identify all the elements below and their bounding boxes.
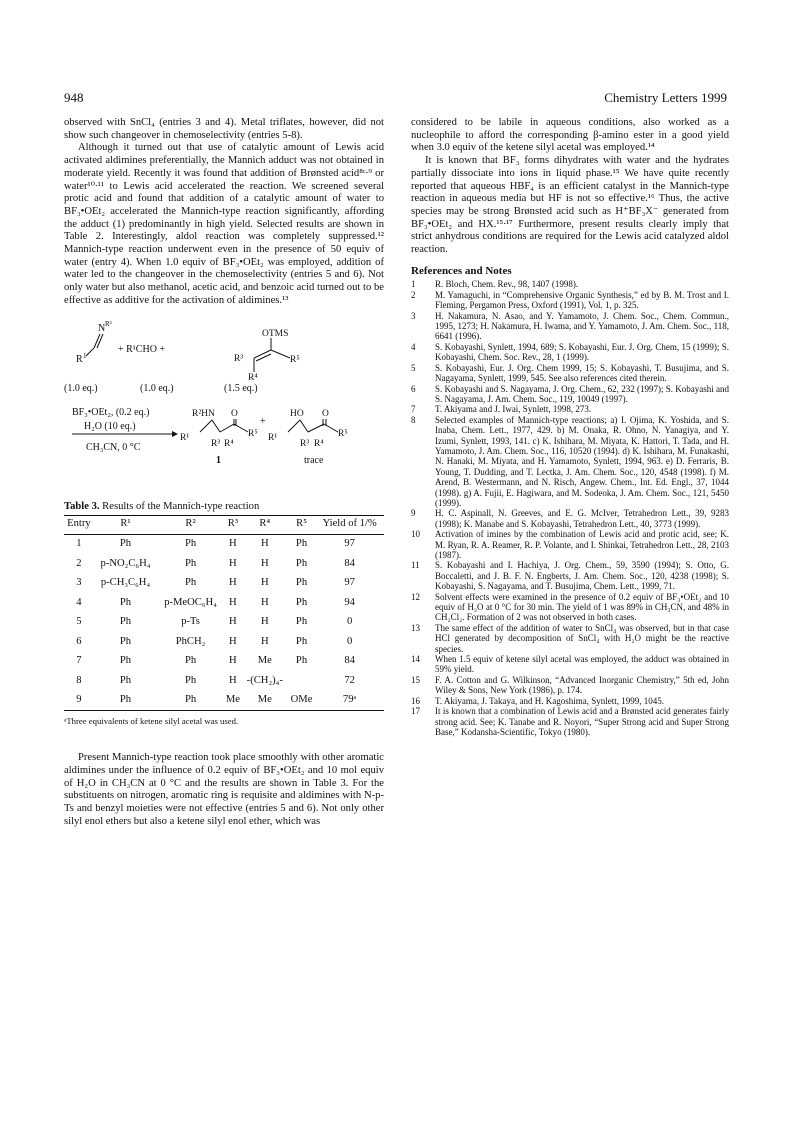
svg-text:R³: R³: [211, 438, 221, 449]
reference-number: 3: [411, 310, 416, 321]
reference-text: T. Akiyama, J. Takaya, and H. Kagoshima, Synlett, 1999, 1045.: [435, 695, 665, 706]
table-row: [64, 613, 384, 633]
svg-text:R¹: R¹: [180, 432, 190, 443]
condition-solvent: CH₃CN, 0 °C: [86, 441, 141, 453]
table-cell: 72: [344, 674, 355, 686]
table-cell: Me: [224, 691, 242, 711]
reference-item: [411, 363, 729, 384]
svg-text:OTMS: OTMS: [262, 328, 289, 339]
table-cell: Ph: [184, 674, 197, 686]
right-column: [411, 117, 729, 737]
svg-text:R⁵: R⁵: [248, 428, 258, 439]
reference-item: [411, 654, 729, 675]
table-row: [64, 574, 384, 594]
condition-catalyst: BF₃•OEt₂, (0.2 eq.): [72, 406, 150, 418]
table-cell: H: [229, 557, 237, 569]
table-cell: Ph: [184, 655, 197, 667]
table-cell: p-Ts: [181, 616, 200, 628]
results-table: [64, 515, 384, 711]
table-cell: Me: [257, 655, 272, 667]
paragraph: considered to be labile in aqueous conditions, also worked as a nucleophile to afford the corresponding β-amino ester in a good yield when 3.0 equiv of the ketene silyl acetal was employed.¹⁴: [411, 117, 729, 154]
table-cell: Me: [242, 691, 288, 711]
reference-text: It is known that a combination of Lewis acid and a Brønsted acid generates fairly strong acid. See; K. Tanabe and R. Noyori, “Super Strong acid and Super Strong Base,” Kodansha-Scientific, Tokyo (1980).: [435, 706, 729, 737]
svg-text:trace: trace: [304, 454, 324, 466]
reference-number: 8: [411, 414, 416, 425]
svg-text:R¹: R¹: [268, 432, 278, 443]
reference-text: The same effect of the addition of water to SnCl₄ was observed, but in that case HCl generated by decomposition of SnCl₄ with H₂O might be the reactive species.: [435, 622, 729, 654]
equiv-imine: (1.0 eq.): [64, 382, 98, 394]
arrow-head: [172, 431, 178, 437]
svg-text:R⁴: R⁴: [314, 438, 324, 449]
table-cell: Ph: [119, 674, 132, 686]
reference-text: S. Kobayashi and S. Nagayama, J. Org. Chem., 62, 232 (1997); S. Kobayashi and S. Nagayama, J. Am. Chem. Soc., 119, 10049 (1997).: [435, 383, 729, 404]
reference-item: [411, 290, 729, 311]
reference-item: [411, 404, 729, 414]
left-column: [64, 117, 384, 828]
table-cell: Ph: [94, 691, 157, 711]
table-cell: H: [229, 674, 237, 686]
reference-number: 5: [411, 362, 416, 373]
svg-text:HO: HO: [290, 408, 304, 419]
table-row: [64, 671, 384, 691]
reference-number: 6: [411, 383, 416, 394]
reaction-scheme: [64, 316, 384, 499]
table-cell: Ph: [119, 655, 132, 667]
table-cell: Ph: [295, 596, 308, 608]
table-row: [64, 691, 384, 711]
aldehyde-plus: + R¹CHO +: [118, 343, 166, 355]
table-cell: -(CH₂)₄-: [246, 674, 283, 686]
table-cell: 1: [76, 538, 82, 550]
page-number: 948: [64, 90, 84, 105]
table-header-row: [64, 516, 384, 535]
reference-text: S. Kobayashi, Synlett, 1994, 689; S. Kobayashi, Eur. J. Org. Chem, 15 (1999); S. Kobayashi, Chem. Soc. Rev., 28, 1 (1999).: [435, 341, 729, 363]
reference-number: 15: [411, 674, 420, 685]
reference-number: 7: [411, 404, 416, 415]
table-cell: Ph: [119, 538, 132, 550]
table-cell: Ph: [184, 577, 197, 589]
column-header: R⁵: [288, 516, 316, 535]
table-cell: Ph: [119, 616, 132, 628]
svg-text:R⁵: R⁵: [290, 354, 300, 365]
reference-text: H. Nakamura, N. Asao, and Y. Yamamoto, J. Chem. Soc., Chem. Commun., 1995, 1273; H. Nakamura, H. Iwama, and Y. Yamamoto, J. Am. Chem. Soc., 118, 6641 (1996).: [435, 310, 729, 342]
table-cell: OMe: [288, 691, 316, 711]
table-row: [64, 534, 384, 554]
reference-item: [411, 279, 729, 289]
table-cell: H: [229, 635, 237, 647]
reference-number: 11: [411, 560, 420, 571]
reference-text: Solvent effects were examined in the presence of 0.2 equiv of BF₃•OEt₂ and 10 equiv of H₂O at 0 °C for 30 min. The yield of 1 was 89% in CH₃CN, and 48% in CH₂Cl₂. Formation of 2 was not observed in both cases.: [435, 591, 729, 623]
table-cell: 5: [76, 616, 82, 628]
table-cell: Ph: [184, 557, 197, 569]
table-footnote: ᵃThree equivalents of ketene silyl acetal was used.: [64, 716, 239, 727]
reference-item: [411, 342, 729, 363]
plus-sign: +: [260, 415, 266, 427]
table-cell: 97: [344, 577, 355, 589]
svg-text:1: 1: [216, 454, 221, 466]
paragraph: Although it turned out that use of catalytic amount of Lewis acid activated aldimines preferentially, the Mannich adduct was not obtained in moderate yield. Recently it was found that addition of Brønsted acid⁸ᶜ∙⁹ or water¹⁰∙¹¹ to Lewis acid accelerated the reaction. We screened several protic acid and found that addition of a catalytic amount of water to BF₃•OEt₂ accelerated the Mannich-type reaction significantly, affording the adduct (1) predominantly in high yield. Selected results are shown in Table 2. Interestingly, aldol reaction was completely suppressed.¹² Mannich-type reaction underwent even in the presence of 50 equiv of water (entry 4). When 1.0 equiv of BF₃•OEt₂ was employed, addition of water led to the changeover in the chemoselectivity (entries 5 and 6). Not only water but also methanol, acetic acid, and benzoic acid turned out to be effective as additive for the activation of aldimines.¹³: [64, 142, 384, 306]
table-row: [64, 593, 384, 613]
table-cell: Ph: [184, 538, 197, 550]
reference-number: 12: [411, 591, 420, 602]
reference-item: [411, 706, 729, 737]
table-cell: Ph: [295, 655, 308, 667]
table-row: [64, 652, 384, 672]
table-cell: p-NO₂C₆H₄: [100, 557, 151, 569]
column-header: R³: [224, 516, 242, 535]
reference-number: 14: [411, 654, 420, 665]
column-header: R⁴: [242, 516, 288, 535]
reference-number: 4: [411, 341, 416, 352]
journal-name: Chemistry Letters 1999: [604, 90, 727, 105]
table-cell: H: [260, 557, 269, 569]
svg-text:R²HN: R²HN: [192, 408, 215, 419]
equiv-enol: (1.5 eq.): [224, 382, 258, 394]
column-header: R¹: [94, 516, 157, 535]
references-heading: References and Notes: [411, 264, 512, 277]
table-cell: H: [260, 616, 269, 628]
paragraph: It is known that BF₃ forms dihydrates with water and the hydrates partially dissociate into ions in liquid phase.¹⁵ We have quite recently reported that aqueous HBF₄ is an efficient catalyst in the Mannich-type reaction in aqueous media but HF is not so effective.¹⁶ Thus, the active species may be strong Brønsted acid such as H⁺BF₃X⁻ generated from BF₃•OEt₂ and HX.¹⁵∙¹⁷ Furthermore, present results clearly imply that strict anhydrous conditions are required for the Lewis acid catalyzed aldol reaction.: [411, 155, 729, 256]
svg-text:R⁴: R⁴: [248, 372, 258, 383]
column-header: R²: [157, 516, 224, 535]
reference-item: [411, 384, 729, 405]
table-cell: 0: [347, 635, 353, 647]
reference-text: Selected examples of Mannich-type reactions; a) I. Ojima, K. Yoshida, and S. Inaba, Chem. Lett., 1977, 429. b) M. Onaka, R. Ohno, N. Yanagiya, and Y. Izumi, Synlett, 1993, 141. c) K. Ishihara, M. Miyata, K. Hattori, T. Tada, and H. Yamamoto, J. Am. Chem. Soc., 116, 10520 (1994). d) K. Ishihara, M. Funakashi, N. Hanaki, M. Miyata, and H. Yamamoto, Synlett, 1994, 963. e) D. Ferraris, B. Young, T. Dudding, and T. Lectka, J. Am. Chem. Soc., 120, 4548 (1998). f) M. Arend, B. Westermann, and N. Risch, Angew. Chem., Int. Ed. Engl., 37, 1044 (1998). g) A. Fujii, E. Hagiwara, and M. Sodeoka, J. Am. Chem. Soc., 121, 5450 (1999).: [435, 414, 729, 508]
table-title: Table 3. Results of the Mannich-type reaction: [64, 500, 260, 512]
table-cell: 84: [344, 557, 355, 569]
reference-text: R. Bloch, Chem. Rev., 98, 1407 (1998).: [435, 279, 579, 290]
svg-text:1: 1: [83, 351, 87, 360]
table-cell: Ph: [295, 577, 308, 589]
table-cell: Ph: [119, 596, 132, 608]
reference-item: [411, 311, 729, 342]
reference-item: [411, 696, 729, 706]
reference-item: [411, 592, 729, 623]
column-header: Yield of 1/%: [315, 516, 384, 535]
reference-text: S. Kobayashi, Eur. J. Org. Chem 1999, 15; S. Kobayashi, T. Busujima, and S. Nagayama, Synlett, 1999, 545. See also references cited therein.: [435, 362, 729, 384]
reference-text: Activation of imines by the combination of Lewis acid and protic acid, see; K. M. Ryan, R. A. Reamer, R. P. Volante, and I. Shinkai, Tetrahedron Lett., 28, 2103 (1987).: [435, 529, 729, 560]
reference-text: H. C. Aspinall, N. Greeves, and E. G. McIver, Tetrahedron Lett., 39, 9283 (1998); K. Manabe and S. Kobayashi, Tetrahedron Lett., 40, 3773 (1999).: [435, 508, 729, 529]
table-cell: 3: [76, 577, 82, 589]
table-cell: H: [260, 635, 269, 647]
reference-item: [411, 623, 729, 654]
reference-item: [411, 508, 729, 529]
reference-text: F. A. Cotton and G. Wilkinson, “Advanced Inorganic Chemistry,” 5th ed, John Wiley & Sons, New York (1986), p. 174.: [435, 674, 729, 696]
column-header: Entry: [64, 516, 94, 535]
table-cell: 6: [76, 635, 82, 647]
table-cell: 97: [344, 538, 355, 550]
svg-text:R³: R³: [300, 438, 310, 449]
svg-text:R⁴: R⁴: [224, 438, 234, 449]
svg-text:R: R: [76, 353, 83, 365]
table-cell: p-MeOC₆H₄: [164, 596, 217, 608]
reference-number: 16: [411, 695, 420, 706]
svg-text:R⁵: R⁵: [338, 428, 348, 439]
table-cell: PhCH₂: [175, 635, 206, 647]
reference-text: S. Kobayashi and I. Hachiya, J. Org. Chem., 59, 3590 (1994); S. Otto, G. Boccaletti, and J. B. F. N. Engberts, J. Am. Chem. Soc., 120, 4238 (1998); S. Kobayashi, S. Nagayama, and T. Busujima, Chem. Lett., 1999, 71.: [435, 560, 729, 592]
table-cell: 8: [76, 674, 82, 686]
references-list: [411, 279, 729, 737]
reference-item: [411, 560, 729, 591]
table-cell: H: [229, 596, 237, 608]
reference-text: When 1.5 equiv of ketene silyl acetal was employed, the adduct was obtained in 59% yield.: [435, 654, 729, 675]
table-cell: Ph: [295, 616, 308, 628]
table-cell: 9: [64, 691, 94, 711]
svg-text:N: N: [98, 322, 106, 334]
reference-item: [411, 415, 729, 509]
table-cell: Ph: [157, 691, 224, 711]
reference-number: 9: [411, 508, 416, 519]
equiv-aldehyde: (1.0 eq.): [140, 382, 174, 394]
table-cell: H: [229, 577, 237, 589]
table-cell: p-CH₃C₆H₄: [100, 577, 151, 589]
table-cell: H: [260, 596, 269, 608]
silyl-enol-ether-structure: [234, 329, 300, 383]
table-cell: 0: [347, 616, 353, 628]
table-cell: H: [229, 616, 237, 628]
table-cell: Ph: [119, 635, 132, 647]
svg-text:O: O: [231, 408, 238, 419]
aldol-product-structure: [268, 409, 348, 466]
reference-number: 13: [411, 622, 420, 633]
table-cell: 4: [76, 596, 82, 608]
table-cell: 94: [344, 596, 355, 608]
reference-number: 10: [411, 529, 420, 540]
reference-number: 17: [411, 706, 420, 717]
table-cell: Ph: [295, 557, 308, 569]
table-cell: 84: [344, 655, 355, 667]
table-cell: 79ᵃ: [315, 691, 384, 711]
table-cell: H: [260, 538, 269, 550]
table-cell: 7: [76, 655, 82, 667]
table-cell: H: [229, 538, 237, 550]
reference-text: M. Yamaguchi, in “Comprehensive Organic Synthesis,” ed by B. M. Trost and I. Fleming, Pergamon Press, Oxford (1991), Vol. 1, p. 325.: [435, 289, 729, 311]
paragraph: observed with SnCl₄ (entries 3 and 4). Metal triflates, however, did not show such changeover in chemoselectivity (entries 5-8).: [64, 117, 384, 141]
reference-item: [411, 529, 729, 560]
imine-structure: [76, 320, 112, 365]
reference-number: 2: [411, 289, 416, 300]
table-cell: H: [260, 577, 269, 589]
table-row: [64, 632, 384, 652]
table-row: [64, 554, 384, 574]
table-cell: [288, 671, 316, 691]
reference-item: [411, 675, 729, 696]
table-cell: H: [229, 655, 237, 667]
svg-text:R²: R²: [105, 319, 112, 328]
condition-water: H₂O (10 eq.): [84, 420, 136, 432]
svg-text:O: O: [322, 408, 329, 419]
paragraph: Present Mannich-type reaction took place smoothly with other aromatic aldimines under the influence of 0.2 equiv of BF₃•OEt₂ and 10 mol equiv of H₂O in CH₃CN at 0 °C and the results are shown in Table 3. For the substituents on nitrogen, aromatic ring is requisite and aldimines with N-p-Ts and benzyl moieties were not effective (entries 5 and 6). Not only other silyl enol ethers but also a ketene silyl enol ether, which was: [64, 752, 384, 827]
mannich-product-structure: [180, 409, 258, 466]
reference-text: T. Akiyama and J. Iwai, Synlett, 1998, 273.: [435, 404, 592, 415]
table-cell: 2: [76, 557, 82, 569]
table-cell: Ph: [295, 538, 308, 550]
svg-text:R³: R³: [234, 353, 244, 364]
reference-number: 1: [411, 279, 416, 290]
table-cell: Ph: [295, 635, 308, 647]
